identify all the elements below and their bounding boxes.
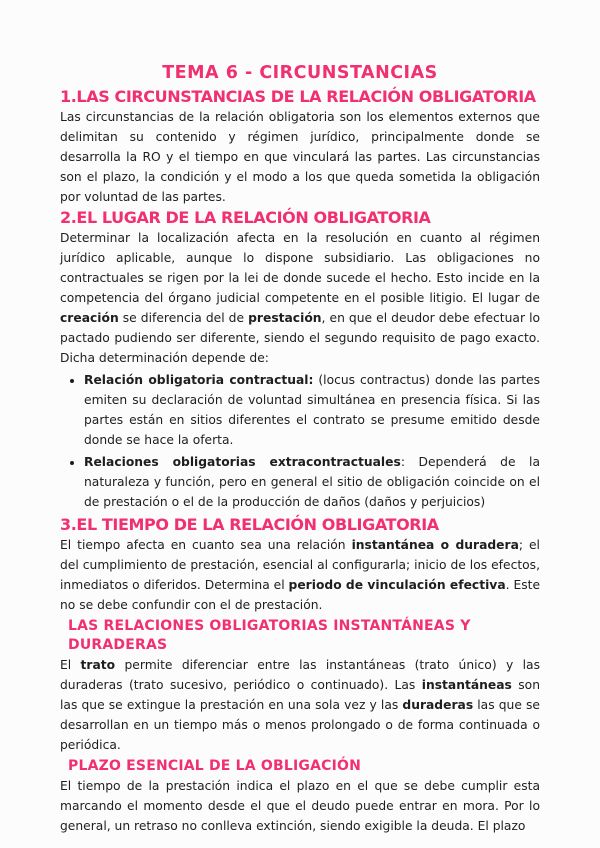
subsection-paragraph-instantaneas: El trato permite diferenciar entre las instantáneas (trato único) y las duraderas (trato sucesivo, periódico o continuado). Las instantáneas son las que se extingue la prestación en una sola vez y las duraderas las que se desarrollan en un tiempo más o menos prolongado o de forma continuada o periódica.: [60, 658, 540, 752]
section-2-heading: 2.EL LUGAR DE LA RELACIÓN OBLIGATORIA: [60, 208, 431, 227]
section-2-paragraph: Determinar la localización afecta en la resolución en cuanto al régimen jurídico aplicable, aunque lo dispone subsidiario. Las obligaciones no contractuales se rigen por la lei de donde sucede el hecho. Esto incide en la competencia del órgano judicial competente en el posible litigio. El lugar de creación se diferencia del de prestación, en que el deudor debe efectuar lo pactado pudiendo ser diferente, siendo el segundo requisito de pago exacto. Dicha determinación depende de:: [60, 231, 541, 365]
subsection-heading-instantaneas: LAS RELACIONES OBLIGATORIAS INSTANTÁNEAS Y DURADERAS: [68, 618, 471, 653]
subsection-heading-plazo: PLAZO ESENCIAL DE LA OBLIGACIÓN: [68, 758, 362, 774]
section-3-paragraph: El tiempo afecta en cuanto sea una relación instantánea o duradera; el del cumplimiento de prestación, esencial al configurarla; inicio de los efectos, inmediatos o diferidos. Determina el periodo de vinculación efectiva. Este no se debe confundir con el de prestación.: [60, 538, 541, 612]
list-item: • Relaciones obligatorias extracontractuales: Dependerá de la naturaleza y función, pero en general el sitio de obligación coincide on el de prestación o el de la producción de daños (daños y perjuicios): [84, 452, 540, 512]
subsection-paragraph-plazo: El tiempo de la prestación indica el plazo en el que se debe cumplir esta marcando el momento desde el que el deudo puede entrar en mora. Por lo general, un retraso no conlleva extinción, siendo exigible la deuda. El plazo: [60, 779, 540, 833]
section-3-heading: 3.EL TIEMPO DE LA RELACIÓN OBLIGATORIA: [60, 515, 439, 534]
document-title: TEMA 6 - CIRCUNSTANCIAS: [162, 63, 438, 83]
list-item: • Relación obligatoria contractual: (locus contractus) donde las partes emiten su declaración de voluntad simultánea en presencia física. Si las partes están en sitios diferentes el contrato se presume emitido desde donde se hace la oferta.: [84, 370, 540, 450]
section-1-heading: 1.LAS CIRCUNSTANCIAS DE LA RELACIÓN OBLIGATORIA: [60, 87, 536, 106]
section-1-paragraph: Las circunstancias de la relación obligatoria son los elementos externos que delimitan su contenido y régimen jurídico, principalmente donde se desarrolla la RO y el tiempo en que vinculará las partes. Las circunstancias son el plazo, la condición y el modo a los que queda sometida la obligación por voluntad de las partes.: [60, 110, 540, 204]
section-2-list: [60, 370, 540, 512]
